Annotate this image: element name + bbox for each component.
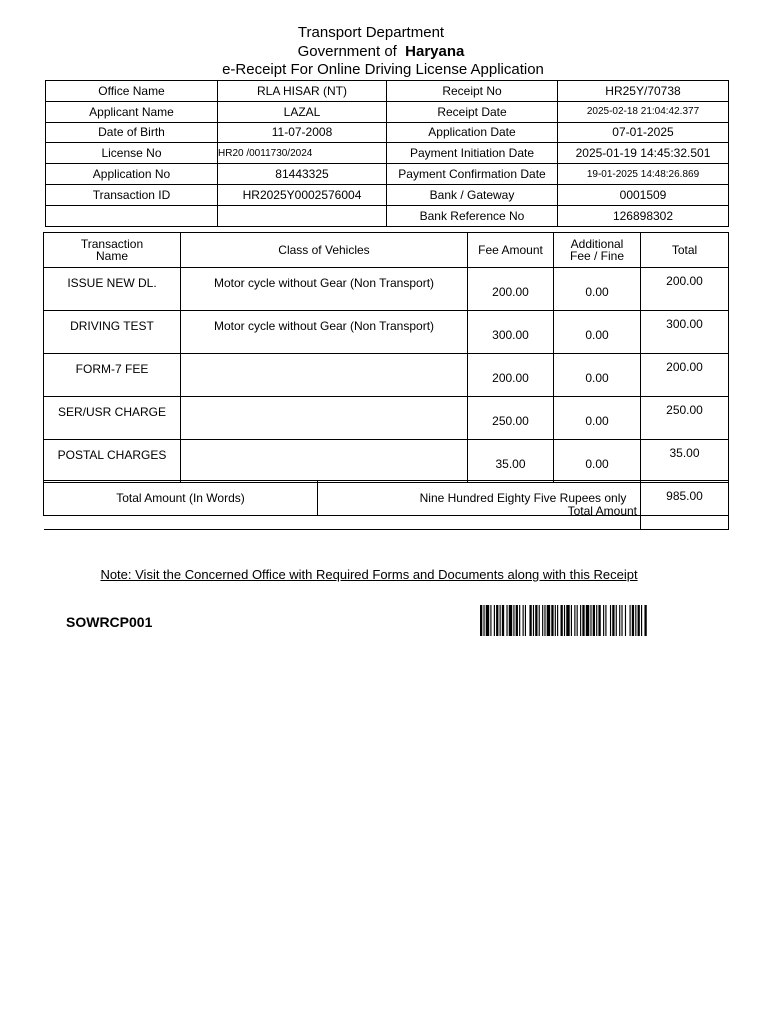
- barcode-bar: [612, 605, 614, 636]
- header-line: Additional: [570, 237, 624, 251]
- application-date-label: Application Date: [387, 122, 558, 143]
- barcode-bar: [632, 605, 634, 636]
- barcode-bar: [574, 605, 575, 636]
- receipt-note: [0, 567, 768, 582]
- barcode-bar: [630, 605, 631, 636]
- bank-ref-label: Bank Reference No: [387, 205, 558, 226]
- vehicle-class: [181, 397, 468, 440]
- barcode-bar: [490, 605, 491, 636]
- transaction-id-label: Transaction ID: [46, 184, 218, 205]
- row-total: 35.00: [641, 440, 729, 483]
- barcode-bar: [519, 605, 520, 636]
- total-amount-label: Total Amount: [44, 483, 641, 530]
- government-title: [0, 43, 765, 60]
- barcode-bar: [551, 605, 553, 636]
- header-line: Name: [95, 249, 128, 263]
- additional-fee: 0.00: [554, 268, 641, 311]
- transaction-name: SER/USR CHARGE: [44, 397, 181, 440]
- barcode-bar: [582, 605, 584, 636]
- barcode-bar: [542, 605, 543, 636]
- barcode-bar: [644, 605, 646, 636]
- additional-fee: 0.00: [554, 397, 641, 440]
- table-row: [46, 81, 729, 102]
- barcode-bar: [641, 605, 642, 636]
- additional-fee-header: [554, 233, 641, 268]
- form-code: SOWRCP001: [66, 614, 153, 630]
- total-amount-value: 985.00: [641, 483, 729, 530]
- row-total: 250.00: [641, 397, 729, 440]
- applicant-info-table: [45, 80, 729, 227]
- additional-fee: 0.00: [554, 311, 641, 354]
- dob-label: Date of Birth: [46, 122, 218, 143]
- row-total: 200.00: [641, 354, 729, 397]
- transaction-name-header: [44, 233, 181, 268]
- barcode-bar: [516, 605, 518, 636]
- dob-value: 11-07-2008: [218, 122, 387, 143]
- barcode-bar: [486, 605, 489, 636]
- fee-amount: 250.00: [468, 397, 554, 440]
- receipt-no-label: Receipt No: [387, 81, 558, 102]
- barcode: [480, 605, 718, 636]
- vehicle-class: [181, 354, 468, 397]
- table-row: [46, 101, 729, 122]
- office-name-value: RLA HISAR (NT): [218, 81, 387, 102]
- license-no-label: License No: [46, 143, 218, 164]
- barcode-bar: [571, 605, 572, 636]
- barcode-bar: [561, 605, 563, 636]
- table-row: [46, 122, 729, 143]
- barcode-bar: [598, 605, 600, 636]
- barcode-bar: [480, 605, 482, 636]
- transaction-id-value: HR2025Y0002576004: [218, 184, 387, 205]
- barcode-bar: [603, 605, 604, 636]
- barcode-bar: [555, 605, 556, 636]
- table-row: [44, 397, 729, 440]
- applicant-name-label: Applicant Name: [46, 101, 218, 122]
- barcode-bar: [566, 605, 569, 636]
- barcode-bar: [593, 605, 595, 636]
- amount-in-words-value: Nine Hundred Eighty Five Rupees only: [318, 481, 729, 516]
- barcode-bar: [494, 605, 495, 636]
- receipt-title: e-Receipt For Online Driving License Application: [222, 61, 544, 78]
- transaction-name: POSTAL CHARGES: [44, 440, 181, 483]
- barcode-bar: [564, 605, 565, 636]
- barcode-bar: [506, 605, 507, 636]
- barcode-bar: [509, 605, 512, 636]
- barcode-bar: [533, 605, 534, 636]
- empty-cell: [218, 205, 387, 226]
- barcode-bar: [580, 605, 581, 636]
- fee-amount: 200.00: [468, 268, 554, 311]
- barcode-bar: [596, 605, 597, 636]
- fee-amount: 300.00: [468, 311, 554, 354]
- barcode-bar: [625, 605, 626, 636]
- state-name: Haryana: [405, 43, 465, 60]
- barcode-bar: [529, 605, 531, 636]
- barcode-bar: [523, 605, 524, 636]
- application-no-label: Application No: [46, 164, 218, 185]
- barcode-bar: [547, 605, 550, 636]
- dept-title: Transport Department: [297, 24, 445, 41]
- receipt-no-value: HR25Y/70738: [558, 81, 729, 102]
- bank-label: Bank / Gateway: [387, 184, 558, 205]
- barcode-bar: [557, 605, 558, 636]
- fee-amount: 200.00: [468, 354, 554, 397]
- barcode-bar: [483, 605, 484, 636]
- table-row: [46, 143, 729, 164]
- vehicle-class: [181, 440, 468, 483]
- header-line: Transaction: [80, 237, 144, 251]
- barcode-bar: [535, 605, 537, 636]
- row-total: 200.00: [641, 268, 729, 311]
- total-header: Total: [641, 233, 729, 268]
- additional-fee: 0.00: [554, 354, 641, 397]
- receipt-date-label: Receipt Date: [387, 101, 558, 122]
- barcode-bar: [610, 605, 611, 636]
- table-row: [44, 268, 729, 311]
- barcode-bar: [496, 605, 498, 636]
- amount-in-words-label: Total Amount (In Words): [44, 481, 318, 516]
- row-total: 300.00: [641, 311, 729, 354]
- header-line: Fee / Fine: [569, 249, 625, 263]
- barcode-bar: [502, 605, 504, 636]
- vehicle-class: Motor cycle without Gear (Non Transport): [181, 268, 468, 311]
- receipt-date-value: 2025-02-18 21:04:42.377: [558, 101, 729, 122]
- barcode-bar: [621, 605, 622, 636]
- fee-amount-header: Fee Amount: [468, 233, 554, 268]
- government-prefix: Government of: [297, 43, 397, 60]
- table-row: [44, 481, 729, 516]
- empty-cell: [46, 205, 218, 226]
- transaction-name: FORM-7 FEE: [44, 354, 181, 397]
- license-no-value: HR20 /0011730/2024: [218, 143, 387, 164]
- table-row: [46, 164, 729, 185]
- table-row: [46, 205, 729, 226]
- barcode-bar: [616, 605, 617, 636]
- barcode-bar: [590, 605, 591, 636]
- amount-in-words-table: [43, 480, 729, 516]
- barcode-bar: [635, 605, 636, 636]
- barcode-bar: [586, 605, 589, 636]
- fee-table-header: [44, 233, 729, 268]
- table-row: [46, 184, 729, 205]
- barcode-bar: [500, 605, 501, 636]
- barcode-bar: [539, 605, 540, 636]
- bank-ref-value: 126898302: [558, 205, 729, 226]
- receipt-note-text: Note: Visit the Concerned Office with Required Forms and Documents along with this Receipt: [100, 567, 638, 582]
- office-name-label: Office Name: [46, 81, 218, 102]
- barcode-bar: [544, 605, 545, 636]
- payment-conf-label: Payment Confirmation Date: [387, 164, 558, 185]
- barcode-bar: [513, 605, 514, 636]
- applicant-name-value: LAZAL: [218, 101, 387, 122]
- additional-fee: 0.00: [554, 440, 641, 483]
- barcode-bar: [525, 605, 526, 636]
- transaction-name: DRIVING TEST: [44, 311, 181, 354]
- application-no-value: 81443325: [218, 164, 387, 185]
- barcode-bar: [638, 605, 640, 636]
- payment-init-value: 2025-01-19 14:45:32.501: [558, 143, 729, 164]
- payment-conf-value: 19-01-2025 14:48:26.869: [558, 164, 729, 185]
- transaction-name: ISSUE NEW DL.: [44, 268, 181, 311]
- fee-amount: 35.00: [468, 440, 554, 483]
- table-row: [44, 440, 729, 483]
- application-date-value: 07-01-2025: [558, 122, 729, 143]
- table-row: [44, 311, 729, 354]
- barcode-bar: [605, 605, 606, 636]
- vehicle-class: Motor cycle without Gear (Non Transport): [181, 311, 468, 354]
- bank-value: 0001509: [558, 184, 729, 205]
- class-of-vehicles-header: Class of Vehicles: [181, 233, 468, 268]
- barcode-bar: [577, 605, 578, 636]
- barcode-bar: [619, 605, 620, 636]
- table-row: [44, 354, 729, 397]
- payment-init-label: Payment Initiation Date: [387, 143, 558, 164]
